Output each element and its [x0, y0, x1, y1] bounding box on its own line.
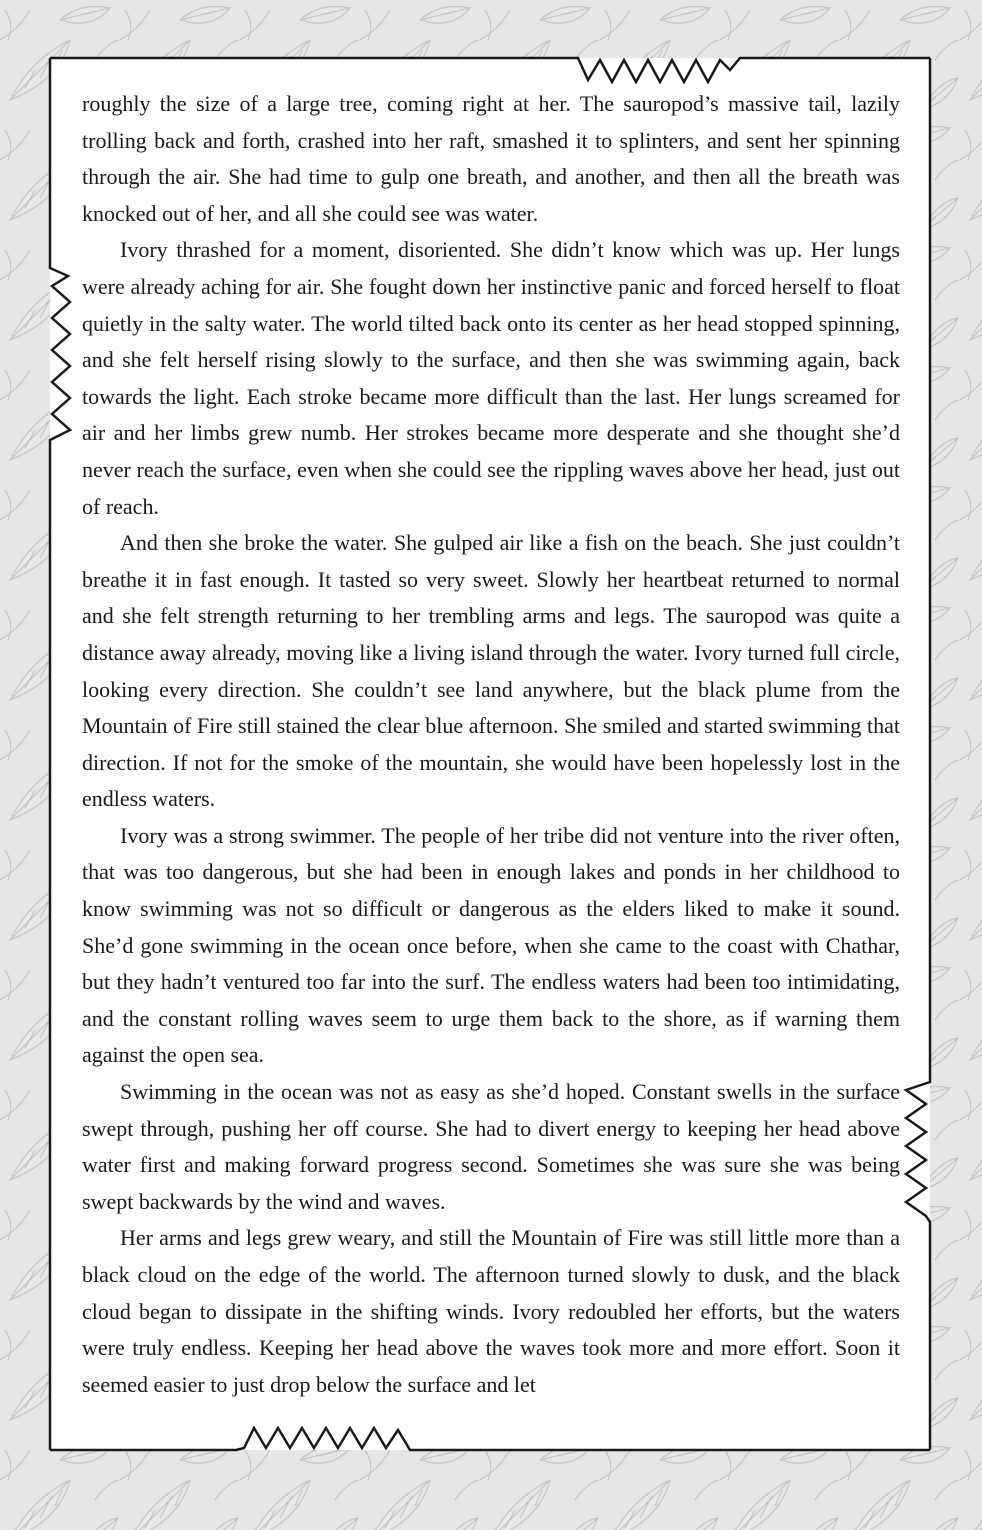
paragraph-6: Her arms and legs grew weary, and still the Mountain of Fire was still little more than a black cloud on the edge of the world. The afternoon turned slowly to dusk, and the black cloud began to dissipate in the shifting winds. Ivory redoubled her efforts, but the waters were truly endless. Keeping her head above the waves took more and more effort. Soon it seemed easier to just drop below the surface and let: [82, 1225, 900, 1397]
paragraph-1: roughly the size of a large tree, coming right at her. The sauropod’s massive tail, lazily trolling back and forth, crashed into her raft, smashed it to splinters, and sent her spinning through the air. She had time to gulp one breath, and another, and then all the breath was knocked out of her, and all she could see was water.: [82, 91, 900, 226]
paragraph-3: And then she broke the water. She gulped air like a fish on the beach. She just couldn’t breathe it in fast enough. It tasted so very sweet. Slowly her heartbeat returned to normal and she felt strength returning to her trembling arms and legs. The sauropod was quite a distance away already, moving like a living island through the water. Ivory turned full circle, looking every direction. She couldn’t see land anywhere, but the black plume from the Mountain of Fire still stained the clear blue afternoon. She smiled and started swimming that direction. If not for the smoke of the mountain, she would have been hopelessly lost in the endless waters.: [82, 530, 900, 812]
paragraph-2: Ivory thrashed for a moment, disoriented. She didn’t know which was up. Her lungs were already aching for air. She fought down her instinctive panic and forced herself to float quietly in the salty water. The world tilted back onto its center as her head stopped spinning, and she felt herself rising slowly to the surface, and then she was swimming again, back towards the light. Each stroke became more difficult than the last. Her lungs screamed for air and her limbs grew numb. Her strokes became more desperate and she thought she’d never reach the surface, even when she could see the rippling waves above her head, just out of reach.: [82, 237, 900, 519]
paragraph-4: Ivory was a strong swimmer. The people of her tribe did not venture into the river often, that was too dangerous, but she had been in enough lakes and ponds in her childhood to know swimming was not so difficult or dangerous as the elders liked to make it sound. She’d gone swimming in the ocean once before, when she came to the coast with Chathar, but they hadn’t ventured too far into the surf. The endless waters had been too intimidating, and the constant rolling waves seem to urge them back to the shore, as if warning them against the open sea.: [82, 822, 900, 1068]
paragraph-5: Swimming in the ocean was not as easy as she’d hoped. Constant swells in the surface swept through, pushing her off course. She had to divert energy to keeping her head above water first and making forward progress second. Sometimes she was sure she was being swept backwards by the wind and waves.: [82, 1079, 900, 1214]
story-text: [82, 86, 900, 1403]
